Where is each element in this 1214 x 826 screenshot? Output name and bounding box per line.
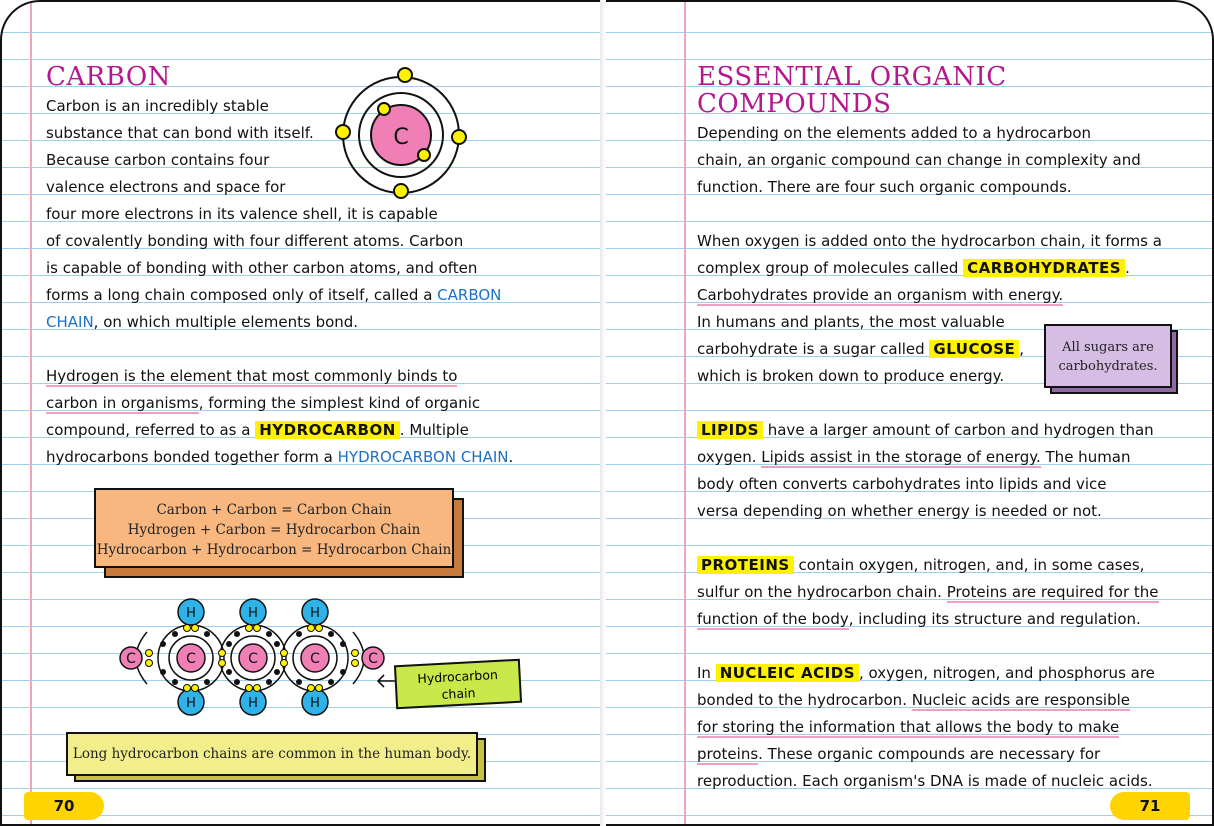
hydrocarbon-chain-tag bbox=[394, 659, 522, 710]
tag-label: Hydrocarbon bbox=[417, 666, 499, 687]
carbon-atom-label: C bbox=[393, 125, 409, 150]
keyword-glucose: GLUCOSE bbox=[929, 340, 1019, 358]
text-line: When oxygen is added onto the hydrocarbon chain, it forms a bbox=[697, 232, 1162, 250]
text-span: forms a long chain composed only of itself, called a bbox=[46, 286, 438, 304]
heading-essential-organic: ESSENTIAL ORGANIC bbox=[697, 62, 1007, 92]
hydrogen-label: H bbox=[310, 696, 320, 711]
sugar-note-text: carbohydrates. bbox=[1058, 359, 1158, 374]
keyword-proteins: PROTEINS bbox=[697, 556, 794, 574]
equation: Carbon + Carbon = Carbon Chain bbox=[156, 502, 392, 518]
carbon-label: C bbox=[186, 651, 196, 667]
margin-line bbox=[684, 2, 686, 826]
text-line bbox=[697, 417, 1154, 444]
text-line: body often converts carbohydrates into lipids and vice bbox=[697, 475, 1107, 493]
text-line bbox=[697, 714, 1119, 741]
equation: Hydrogen + Carbon = Hydrocarbon Chain bbox=[127, 522, 421, 538]
underlined-text: Carbohydrates provide an organism with energy. bbox=[697, 286, 1064, 304]
left-page bbox=[0, 0, 604, 826]
keyword-nucleic-acids: NUCLEIC ACIDS bbox=[716, 664, 859, 682]
hydrocarbon-chain-diagram bbox=[117, 596, 387, 718]
text-span: sulfur on the hydrocarbon chain. bbox=[697, 583, 947, 601]
text-line bbox=[697, 282, 1063, 309]
text-line bbox=[697, 606, 1141, 633]
text-line bbox=[46, 282, 501, 309]
text-span: . bbox=[508, 448, 514, 466]
text-line: reproduction. Each organism's DNA is made of nucleic acids. bbox=[697, 772, 1153, 790]
text-span: . Multiple bbox=[399, 421, 469, 439]
carbon-atom-diagram bbox=[332, 60, 472, 205]
hydrogen-label: H bbox=[310, 606, 320, 621]
underlined-text: Lipids assist in the storage of energy. bbox=[761, 448, 1041, 466]
sugar-note-text: All sugars are bbox=[1062, 340, 1154, 355]
text-line: is capable of bonding with other carbon atoms, and often bbox=[46, 259, 478, 277]
text-span: , oxygen, nitrogen, and phosphorus are bbox=[859, 664, 1155, 682]
text-span: contain oxygen, nitrogen, and, in some cases, bbox=[793, 556, 1145, 574]
text-line bbox=[697, 336, 1024, 363]
hydrogen-label: H bbox=[248, 606, 258, 621]
hydrogen-label: H bbox=[248, 696, 258, 711]
page-number: 71 bbox=[1110, 792, 1190, 820]
text-line: substance that can bond with itself. bbox=[46, 124, 314, 142]
text-line bbox=[697, 687, 1130, 714]
keyword-carbohydrates: CARBOHYDRATES bbox=[963, 259, 1125, 277]
underlined-text: proteins bbox=[697, 745, 759, 763]
hydrogen-label: H bbox=[186, 696, 196, 711]
text-line bbox=[46, 444, 513, 471]
text-line bbox=[697, 660, 1155, 687]
text-line: Depending on the elements added to a hydrocarbon bbox=[697, 124, 1092, 142]
text-line: Because carbon contains four bbox=[46, 151, 270, 169]
equation: Hydrocarbon + Hydrocarbon = Hydrocarbon Chain bbox=[96, 542, 452, 558]
text-span: bonded to the hydrocarbon. bbox=[697, 691, 912, 709]
note-box bbox=[66, 732, 486, 782]
text-span: In bbox=[697, 664, 716, 682]
carbon-label: C bbox=[310, 651, 320, 667]
page-number: 70 bbox=[24, 792, 104, 820]
keyword-carbon-chain: CARBON bbox=[437, 286, 502, 304]
keyword-hydrocarbon: HYDROCARBON bbox=[255, 421, 400, 439]
text-line bbox=[46, 390, 480, 417]
text-line bbox=[697, 579, 1159, 606]
keyword-carbon-chain: CHAIN bbox=[46, 313, 94, 331]
text-line bbox=[697, 552, 1144, 579]
text-span: , bbox=[1019, 340, 1025, 358]
text-line: which is broken down to produce energy. bbox=[697, 367, 1005, 385]
sugar-note-box bbox=[1044, 324, 1178, 394]
text-line: In humans and plants, the most valuable bbox=[697, 313, 1005, 331]
text-line: four more electrons in its valence shell, it is capable bbox=[46, 205, 438, 223]
text-span: . These organic compounds are necessary for bbox=[758, 745, 1101, 763]
text-line: chain, an organic compound can change in complexity and bbox=[697, 151, 1141, 169]
text-line bbox=[46, 309, 358, 336]
keyword-lipids: LIPIDS bbox=[697, 421, 763, 439]
text-line: of covalently bonding with four different atoms. Carbon bbox=[46, 232, 464, 250]
underlined-text: function of the body bbox=[697, 610, 849, 628]
keyword-hydrocarbon-chain: HYDROCARBON CHAIN bbox=[337, 448, 509, 466]
text-span: , on which multiple elements bond. bbox=[93, 313, 359, 331]
text-span: have a larger amount of carbon and hydrogen than bbox=[762, 421, 1154, 439]
margin-line bbox=[30, 2, 32, 826]
text-line bbox=[46, 417, 469, 444]
right-page bbox=[606, 0, 1214, 826]
text-line bbox=[46, 363, 457, 390]
text-span: carbohydrate is a sugar called bbox=[697, 340, 930, 358]
heading-carbon: CARBON bbox=[46, 62, 171, 92]
text-line: versa depending on whether energy is needed or not. bbox=[697, 502, 1102, 520]
text-line: valence electrons and space for bbox=[46, 178, 286, 196]
text-line bbox=[697, 255, 1130, 282]
text-line: function. There are four such organic compounds. bbox=[697, 178, 1072, 196]
note-text: Long hydrocarbon chains are common in the human body. bbox=[66, 732, 478, 776]
carbon-label: C bbox=[248, 651, 258, 667]
equations-box bbox=[94, 488, 464, 578]
text-span: The human bbox=[1040, 448, 1131, 466]
underlined-text: Nucleic acids are responsible bbox=[911, 691, 1131, 709]
text-span: , forming the simplest kind of organic bbox=[198, 394, 481, 412]
text-span: compound, referred to as a bbox=[46, 421, 256, 439]
text-span: . bbox=[1125, 259, 1130, 277]
underlined-text: Hydrogen is the element that most commonly binds to bbox=[46, 367, 458, 385]
hydrogen-label: H bbox=[186, 606, 196, 621]
underlined-text: for storing the information that allows the body to make bbox=[697, 718, 1120, 736]
text-line: Carbon is an incredibly stable bbox=[46, 97, 269, 115]
underlined-text: Proteins are required for the bbox=[946, 583, 1159, 601]
text-line bbox=[697, 741, 1100, 768]
text-span: , including its structure and regulation. bbox=[848, 610, 1141, 628]
heading-compounds: COMPOUNDS bbox=[697, 89, 892, 119]
text-line bbox=[697, 444, 1131, 471]
text-span: oxygen. bbox=[697, 448, 762, 466]
text-span: complex group of molecules called bbox=[697, 259, 964, 277]
text-span: hydrocarbons bonded together form a bbox=[46, 448, 338, 466]
carbon-label: C bbox=[368, 651, 378, 667]
carbon-label: C bbox=[126, 651, 136, 667]
tag-label: chain bbox=[441, 685, 476, 702]
underlined-text: carbon in organisms bbox=[46, 394, 199, 412]
